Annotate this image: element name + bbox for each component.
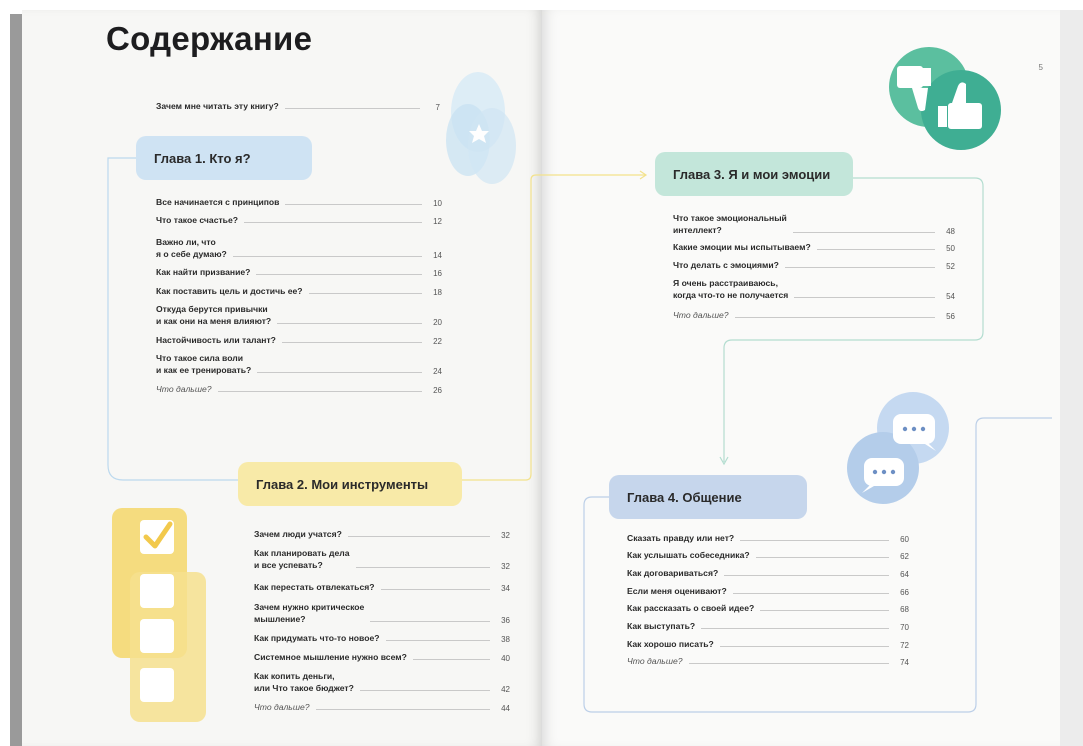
toc-entry[interactable]	[673, 241, 955, 253]
leader-line	[256, 274, 422, 275]
toc-entry-page: 24	[433, 367, 442, 376]
leader-line	[817, 249, 935, 250]
toc-entry-title: Как поставить цель и достичь ее?	[156, 286, 303, 296]
leader-line	[282, 342, 422, 343]
leader-line	[740, 540, 889, 541]
toc-entry-title: Как копить деньги, или Что такое бюджет?	[254, 671, 354, 693]
toc-entry-title: Настойчивость или талант?	[156, 335, 276, 345]
chapter-title: Глава 1. Кто я?	[154, 150, 251, 166]
toc-entry-title: Как планировать дела и все успевать?	[254, 548, 350, 570]
toc-entry-title: Что дальше?	[627, 656, 683, 666]
leader-line	[386, 640, 491, 641]
toc-entry-page: 36	[501, 616, 510, 625]
toc-entry[interactable]	[254, 601, 510, 625]
toc-entry-title: Как услышать собеседника?	[627, 550, 750, 560]
venn-star-icon	[446, 72, 516, 184]
toc-entry-title: Зачем нужно критическое мышление?	[254, 602, 365, 624]
leader-line	[257, 372, 422, 373]
toc-entry[interactable]	[254, 632, 510, 644]
leader-line	[733, 593, 889, 594]
toc-entry-page: 18	[433, 288, 442, 297]
checklist-icon	[112, 508, 206, 722]
toc-entry-title: Я очень расстраиваюсь, когда что-то не получается	[673, 278, 789, 300]
toc-entry[interactable]	[627, 549, 909, 561]
toc-entry-title: Как хорошо писать?	[627, 639, 714, 649]
chapter-1-header[interactable]	[136, 136, 312, 180]
toc-entry[interactable]	[627, 602, 909, 614]
toc-entry-title: Зачем мне читать эту книгу?	[156, 101, 279, 111]
toc-entry-page: 44	[501, 704, 510, 713]
toc-entry-title: Как придумать что-то новое?	[254, 633, 380, 643]
toc-entry-title: Если меня оценивают?	[627, 586, 727, 596]
toc-entry-title: Какие эмоции мы испытываем?	[673, 242, 811, 252]
leader-line	[689, 663, 889, 664]
toc-entry-page: 68	[900, 605, 909, 614]
leader-line	[309, 293, 422, 294]
toc-entry[interactable]	[156, 214, 442, 226]
toc-entry[interactable]	[627, 638, 909, 650]
toc-entry-title: Как перестать отвлекаться?	[254, 582, 375, 592]
toc-entry[interactable]	[156, 266, 442, 278]
leader-line	[724, 575, 889, 576]
toc-entry-page: 70	[900, 623, 909, 632]
toc-entry-page: 34	[501, 584, 510, 593]
toc-entry-page: 12	[433, 217, 442, 226]
chapter-2-header[interactable]	[238, 462, 462, 506]
toc-entry-title: Как договариваться?	[627, 568, 719, 578]
toc-entry[interactable]	[156, 352, 442, 376]
toc-entry[interactable]	[673, 259, 955, 271]
toc-entry[interactable]	[156, 285, 442, 297]
chapter-title: Глава 2. Мои инструменты	[256, 476, 429, 492]
toc-entry-title: Системное мышление нужно всем?	[254, 652, 407, 662]
toc-entry-page: 54	[946, 292, 955, 301]
toc-entry-page: 7	[435, 103, 440, 112]
toc-entry[interactable]	[156, 236, 442, 260]
leader-line	[793, 232, 935, 233]
toc-entry-page: 14	[433, 251, 442, 260]
leader-line	[735, 317, 935, 318]
toc-entry-page: 40	[501, 654, 510, 663]
toc-entry-title: Как найти призвание?	[156, 267, 251, 277]
toc-entry-title: Что дальше?	[254, 702, 310, 712]
chapter-title: Глава 3. Я и мои эмоции	[673, 166, 831, 182]
toc-entry[interactable]	[673, 212, 955, 236]
toc-entry-title: Откуда берутся привычки и как они на меня влияют?	[156, 304, 272, 326]
toc-entry[interactable]	[156, 303, 442, 327]
leader-line	[316, 709, 490, 710]
toc-entry-page: 10	[433, 199, 442, 208]
leader-line	[760, 610, 889, 611]
toc-entry-page: 32	[501, 531, 510, 540]
toc-entry[interactable]	[254, 528, 510, 540]
toc-entry-title: Что дальше?	[156, 384, 212, 394]
toc-entry-title: Зачем люди учатся?	[254, 529, 342, 539]
toc-entry-title: Сказать правду или нет?	[627, 533, 735, 543]
leader-line	[785, 267, 935, 268]
toc-entry[interactable]	[254, 581, 510, 593]
leader-line	[370, 621, 490, 622]
chapter-4-header[interactable]	[609, 475, 807, 519]
toc-entry[interactable]	[627, 620, 909, 632]
toc-entry[interactable]	[627, 585, 909, 597]
toc-entry-page: 16	[433, 269, 442, 278]
chapter-3-header[interactable]	[655, 152, 853, 196]
toc-entry-page: 64	[900, 570, 909, 579]
toc-entry-title: Что делать с эмоциями?	[673, 260, 779, 270]
chapter-title: Глава 4. Общение	[627, 489, 742, 505]
toc-entry-title: Все начинается с принципов	[156, 197, 280, 207]
toc-entry-page: 72	[900, 641, 909, 650]
toc-entry-title: Как рассказать о своей идее?	[627, 603, 755, 613]
toc-entry-page: 52	[946, 262, 955, 271]
toc-entry-title: Что такое сила воли и как ее тренировать?	[156, 353, 252, 375]
toc-entry-page: 42	[501, 685, 510, 694]
connector-line-2	[462, 175, 645, 480]
leader-line	[233, 256, 422, 257]
toc-entry[interactable]	[627, 532, 909, 544]
toc-entry[interactable]	[156, 100, 440, 112]
leader-line	[701, 628, 889, 629]
connector-line-4	[584, 418, 1052, 712]
toc-entry-title: Что такое эмоциональный интеллект?	[673, 213, 787, 235]
page-title: Содержание	[106, 20, 313, 57]
leader-line	[348, 536, 490, 537]
toc-entry[interactable]	[627, 655, 909, 667]
toc-entry-title: Что такое счастье?	[156, 215, 238, 225]
toc-entry[interactable]	[673, 277, 955, 301]
toc-entry[interactable]	[254, 701, 510, 713]
thumbs-up-down-icon	[889, 47, 1001, 150]
toc-entry-page: 26	[433, 386, 442, 395]
leader-line	[756, 557, 889, 558]
toc-entry[interactable]	[156, 334, 442, 346]
leader-line	[244, 222, 422, 223]
toc-entry-page: 48	[946, 227, 955, 236]
toc-entry-page: 74	[900, 658, 909, 667]
toc-entry-page: 56	[946, 312, 955, 321]
leader-line	[381, 589, 490, 590]
toc-entry[interactable]	[627, 567, 909, 579]
toc-entry-page: 20	[433, 318, 442, 327]
leader-line	[356, 567, 490, 568]
leader-line	[285, 108, 420, 109]
toc-entry-title: Как выступать?	[627, 621, 696, 631]
toc-entry-title: Важно ли, что я о себе думаю?	[156, 237, 227, 259]
leader-line	[413, 659, 490, 660]
speech-bubbles-icon	[847, 392, 949, 504]
toc-entry[interactable]	[254, 651, 510, 663]
toc-entry[interactable]	[156, 196, 442, 208]
toc-entry[interactable]	[156, 383, 442, 395]
toc-entry[interactable]	[254, 670, 510, 694]
leader-line	[794, 297, 935, 298]
toc-entry-page: 50	[946, 244, 955, 253]
toc-entry-page: 32	[501, 562, 510, 571]
toc-entry-title: Что дальше?	[673, 310, 729, 320]
leader-line	[360, 690, 490, 691]
leader-line	[277, 323, 422, 324]
leader-line	[720, 646, 889, 647]
toc-entry-page: 66	[900, 588, 909, 597]
leader-line	[218, 391, 422, 392]
toc-entry-page: 22	[433, 337, 442, 346]
toc-entry[interactable]	[254, 547, 510, 571]
toc-entry-page: 60	[900, 535, 909, 544]
page-number: 5	[1038, 63, 1043, 72]
leader-line	[285, 204, 422, 205]
toc-entry-page: 62	[900, 552, 909, 561]
toc-entry-page: 38	[501, 635, 510, 644]
toc-entry[interactable]	[673, 309, 955, 321]
